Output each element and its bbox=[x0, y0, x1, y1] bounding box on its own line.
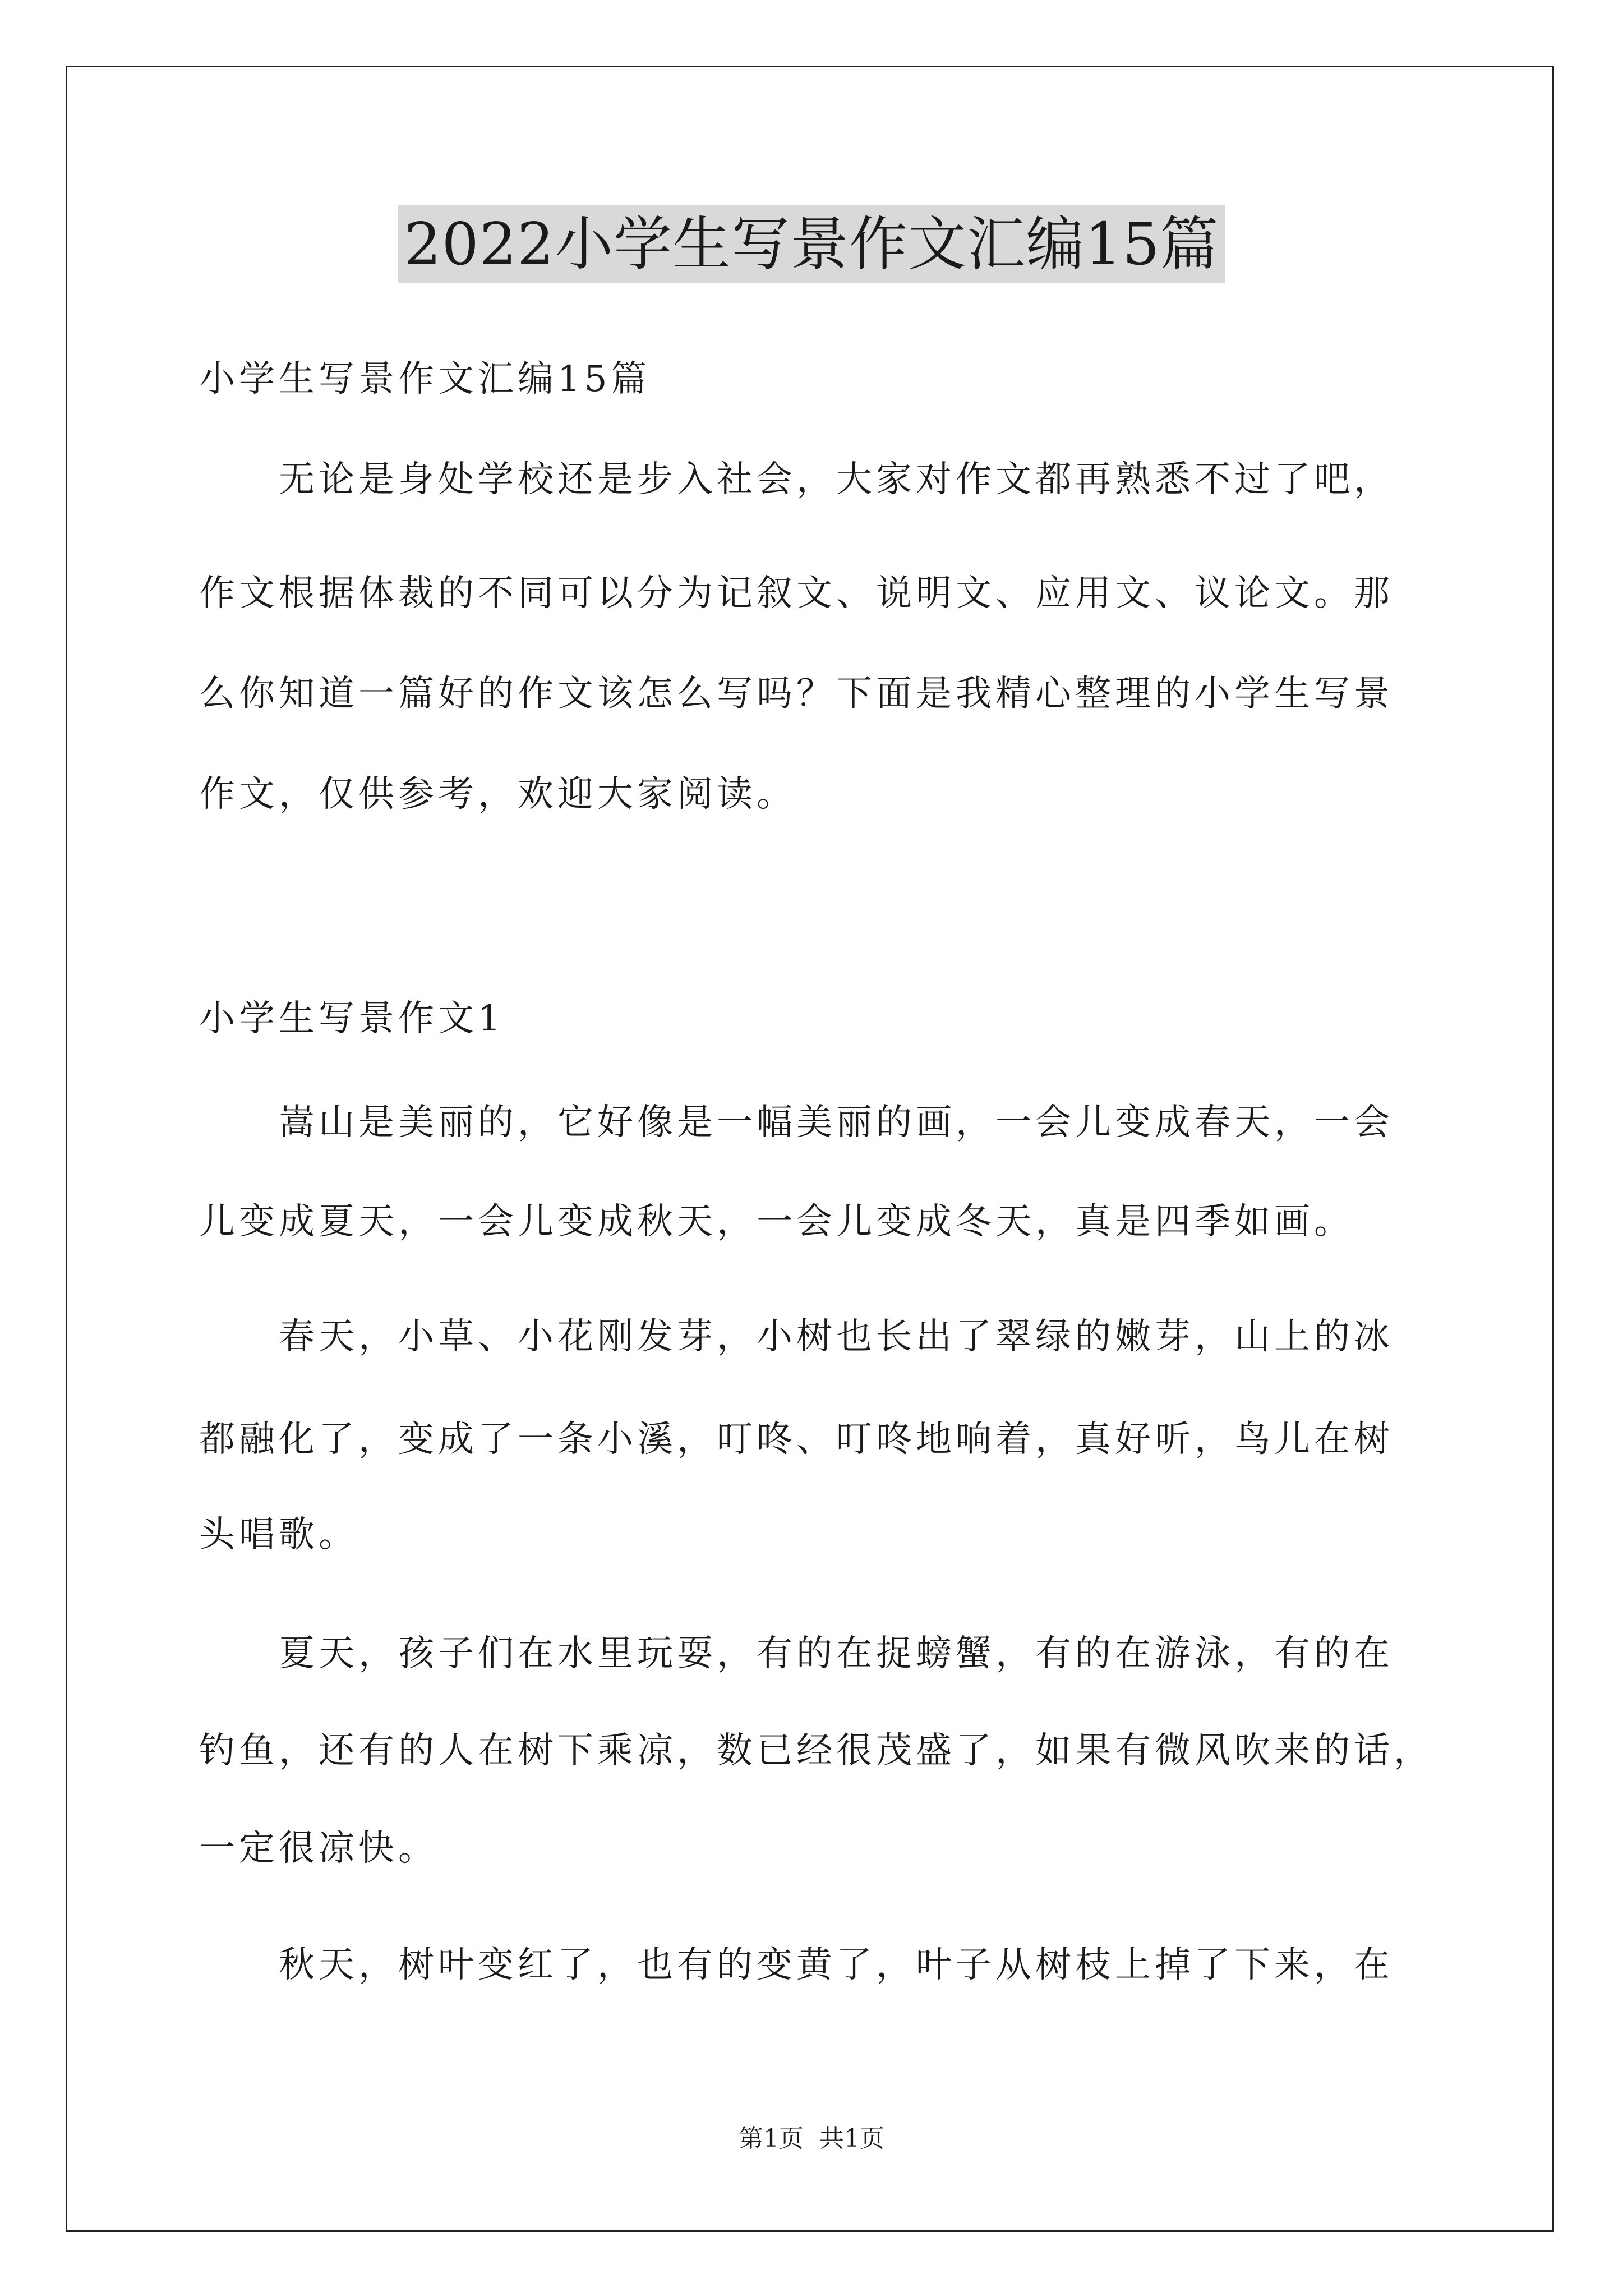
text-line: 夏天，孩子们在水里玩耍，有的在捉螃蟹，有的在游泳，有的在 bbox=[199, 1633, 1394, 1674]
subtitle-line: 小学生写景作文汇编15篇 bbox=[199, 358, 651, 400]
text-line: 嵩山是美丽的，它好像是一幅美丽的画，一会儿变成春天，一会 bbox=[199, 1102, 1394, 1143]
text-line: 无论是身处学校还是步入社会，大家对作文都再熟悉不过了吧， bbox=[199, 459, 1394, 500]
document-title: 2022小学生写景作文汇编15篇 bbox=[398, 205, 1224, 283]
text-line: 作文，仅供参考，欢迎大家阅读。 bbox=[199, 774, 796, 815]
text-line: 头唱歌。 bbox=[199, 1514, 358, 1556]
page-footer bbox=[0, 2123, 1623, 2155]
text-line: 春天，小草、小花刚发芽，小树也长出了翠绿的嫩芽，山上的冰 bbox=[199, 1316, 1394, 1358]
title-container bbox=[0, 205, 1623, 283]
text-line: 儿变成夏天，一会儿变成秋天，一会儿变成冬天，真是四季如画。 bbox=[199, 1201, 1354, 1243]
text-line: 一定很凉快。 bbox=[199, 1828, 438, 1869]
page-number: 第1页 bbox=[739, 2124, 804, 2153]
section-heading: 小学生写景作文1 bbox=[199, 998, 505, 1039]
text-line: 么你知道一篇好的作文该怎么写吗？下面是我精心整理的小学生写景 bbox=[199, 673, 1394, 715]
text-line: 秋天，树叶变红了，也有的变黄了，叶子从树枝上掉了下来，在 bbox=[199, 1944, 1394, 1986]
total-pages: 共1页 bbox=[819, 2124, 884, 2153]
text-line: 作文根据体裁的不同可以分为记叙文、说明文、应用文、议论文。那 bbox=[199, 573, 1394, 614]
text-line: 都融化了，变成了一条小溪，叮咚、叮咚地响着，真好听，鸟儿在树 bbox=[199, 1419, 1394, 1460]
text-line: 钓鱼，还有的人在树下乘凉，数已经很茂盛了，如果有微风吹来的话， bbox=[199, 1730, 1433, 1772]
